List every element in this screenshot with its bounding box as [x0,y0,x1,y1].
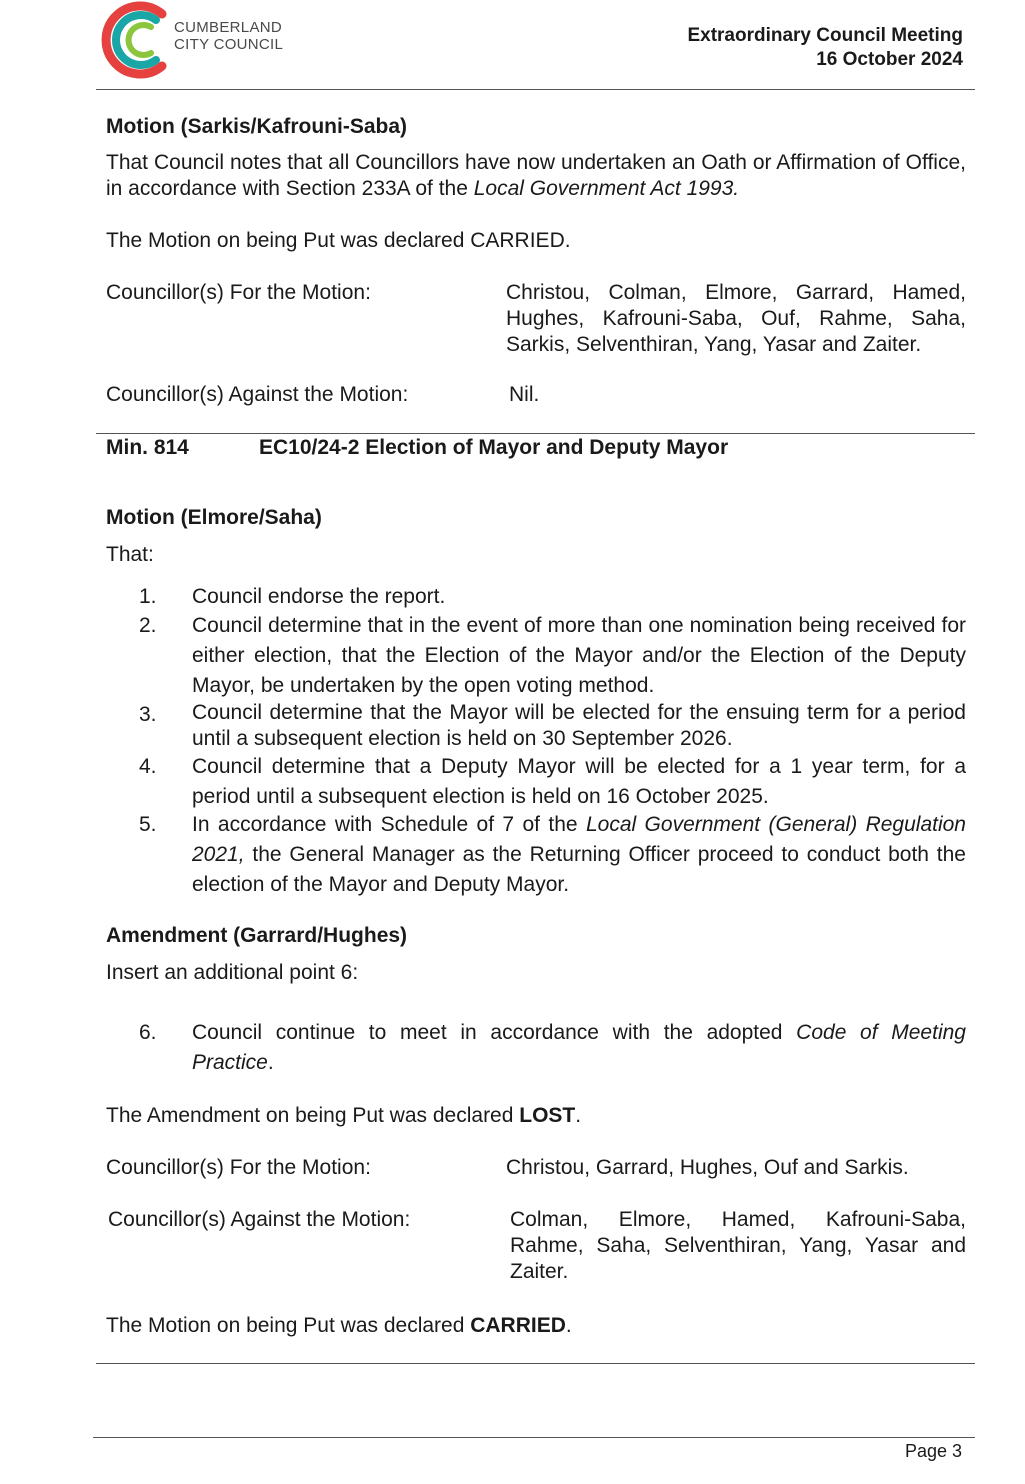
final-result-word: CARRIED [470,1314,566,1337]
amendment-item-code: Code of Meeting Practice [192,1021,966,1074]
header-divider [96,89,975,90]
amendment-result [106,1103,581,1129]
amendment-item-text [192,1018,966,1078]
motion1-heading: Motion (Sarkis/Kafrouni-Saba) [106,115,408,138]
motion1-result: The Motion on being Put was declared CARRIED. [106,229,571,252]
final-result-suffix: . [565,1314,572,1337]
motion1-text-act: Local Government Act 1993. [473,177,740,200]
motion1-against-label: Councillor(s) Against the Motion: [106,383,409,406]
motion2-item-text: Council determine that a Deputy Mayor will be elected for a 1 year term, for a period until a subsequent election is held on 16 October 2025. [192,755,966,808]
council-logo-mark [96,0,176,80]
motion2-item-text: Council determine that in the event of more than one nomination being received for either election, that the Election of the Mayor and/or the Election of the Deputy Mayor, be undertaken by the open voting method. [192,614,966,697]
amendment-for-label: Councillor(s) For the Motion: [106,1156,371,1179]
motion2-item-text [192,810,966,900]
amendment-intro: Insert an additional point 6: [106,961,359,984]
motion1-text-main: That Council notes that all Councillors have now undertaken an Oath or Affirmation of Office, in accordance with Section 233A of the [106,151,966,200]
motion2-item-num: 4. [139,755,157,778]
page-number: Page 3 [904,1441,962,1461]
motion2-item-text: Council endorse the report. [192,585,446,608]
amendment-for-names: Christou, Garrard, Hughes, Ouf and Sarkis. [506,1156,909,1179]
logo-text-line2: CITY COUNCIL [174,36,284,53]
amendment-result-word: LOST [519,1104,576,1127]
motion2-item-num: 1. [139,585,157,608]
motion2-heading: Motion (Elmore/Saha) [106,506,322,529]
footer-divider [93,1437,975,1438]
motion1-for-names: Christou, Colman, Elmore, Garrard, Hamed, Hughes, Kafrouni-Saba, Ouf, Rahme, Saha, Sarkis, Selventhiran, Yang, Yasar and Zaiter. [506,281,966,356]
motion2-item-num: 5. [139,813,157,836]
motion2-intro: That: [106,543,154,566]
final-result [106,1313,572,1339]
amendment-item-text-a: Council continue to meet in accordance with the adopted [192,1021,797,1044]
amendment-against-names: Colman, Elmore, Hamed, Kafrouni-Saba, Rahme, Saha, Selventhiran, Yang, Yasar and Zaiter. [510,1208,966,1283]
amendment-result-prefix: The Amendment on being Put was declared [106,1104,520,1127]
final-result-prefix: The Motion on being Put was declared [106,1314,471,1337]
motion2-item-num: 2. [139,614,157,637]
meeting-date: 16 October 2024 [816,49,963,70]
amendment-against-label: Councillor(s) Against the Motion: [108,1208,411,1231]
council-logo [96,0,296,80]
minute-title: EC10/24-2 Election of Mayor and Deputy Mayor [259,436,729,459]
motion2-item-num: 3. [139,703,157,726]
section-divider [96,1363,975,1364]
amendment-heading: Amendment (Garrard/Hughes) [106,924,408,947]
meeting-title: Extraordinary Council Meeting [687,25,963,46]
motion1-against-names: Nil. [509,383,540,406]
amendment-item-num: 6. [139,1021,157,1044]
amendment-item-text-b: . [267,1051,274,1074]
motion2-item5-text-b: the General Manager as the Returning Officer proceed to conduct both the election of the Mayor and Deputy Mayor. [192,843,966,896]
motion1-text [106,150,966,202]
minute-divider [96,433,975,434]
motion1-for-label: Councillor(s) For the Motion: [106,281,371,304]
minute-number: Min. 814 [106,436,189,459]
amendment-result-suffix: . [575,1104,582,1127]
logo-text-line1: CUMBERLAND [174,19,283,36]
motion2-item-text: Council determine that the Mayor will be elected for the ensuing term for a period until a subsequent election is held on 30 September 2026. [192,701,966,750]
motion2-item5-text-a: In accordance with Schedule of 7 of the [192,813,586,836]
motion2-item5-regulation: Local Government (General) Regulation 2021, [192,813,966,866]
